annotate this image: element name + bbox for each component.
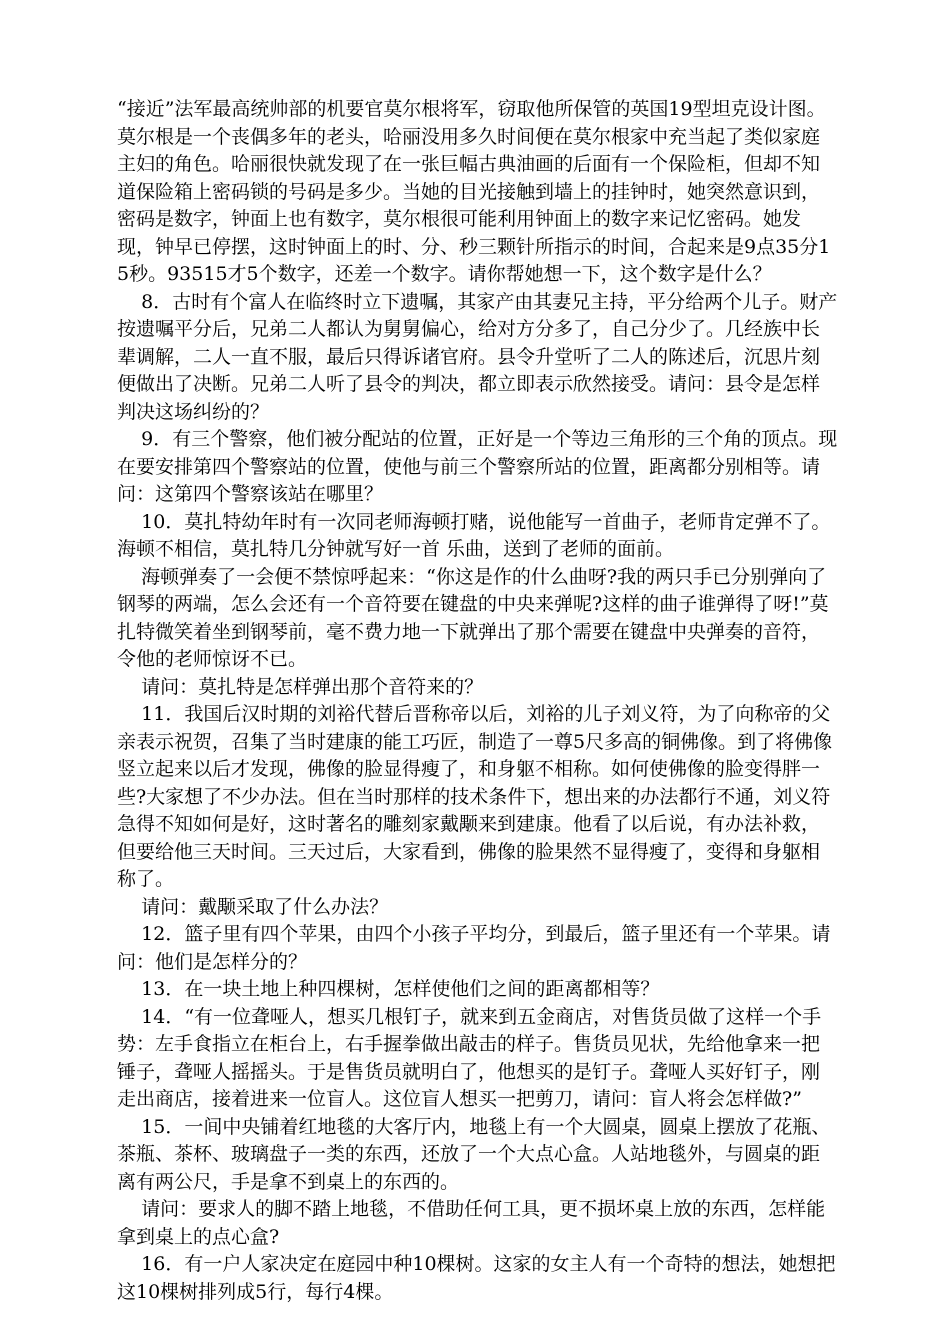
paragraph-question-15: 15．一间中央铺着红地毯的大客厅内，地毯上有一个大圆桌，圆桌上摆放了花瓶、茶瓶、茶杯、玻璃盘子一类的东西，还放了一个大点心盒。人站地毯外，与圆桌的距离有两公尺，手是拿不到桌上的东西的。 [117,1115,831,1193]
paragraph-question-10-ask: 请问：莫扎特是怎样弹出那个音符来的？ [117,675,484,698]
paragraph-question-14: 14．“有一位聋哑人，想买几根钉子，就来到五金商店，对售货员做了这样一个手势：左手食指立在柜台上，右手握拳做出敲击的样子。售货员见状，先给他拿来一把锤子，聋哑人摇摇头。于是售货员就明白了，他想买的是钉子。聋哑人买好钉子，刚走出商店，接着进来一位盲人。这位盲人想买一把剪刀，请问：盲人将会怎样做?” [117,1005,822,1110]
paragraph-question-15-ask: 请问：要求人的脚不踏上地毯，不借助任何工具，更不损坏桌上放的东西，怎样能拿到桌上的点心盒? [117,1198,826,1248]
paragraph-spy-story: “接近”法军最高统帅部的机要官莫尔根将军，窃取他所保管的英国19型坦克设计图。莫尔根是一个丧偶多年的老头，哈丽没用多久时间便在莫尔根家中充当起了类似家庭主妇的角色。哈丽很快就发现了在一张巨幅古典油画的后面有一个保险柜，但却不知道保险箱上密码锁的号码是多少。当她的目光接触到墙上的挂钟时，她突然意识到，密码是数字，钟面上也有数字，莫尔根很可能利用钟面上的数字来记忆密码。她发现，钟早已停摆，这时钟面上的时、分、秒三颗针所指示的时间，合起来是9点35分15秒。93515才5个数字，还差一个数字。请你帮她想一下，这个数字是什么？ [117,98,831,285]
paragraph-question-10: 10．莫扎特幼年时有一次同老师海顿打赌，说他能写一首曲子，老师肯定弹不了。海顿不相信，莫扎特几分钟就写好一首 乐曲，送到了老师的面前。 [117,510,831,560]
paragraph-question-13: 13．在一块土地上种四棵树，怎样使他们之间的距离都相等？ [117,978,660,1000]
paragraph-question-10-story: 海顿弹奏了一会便不禁惊呼起来：“你这是作的什么曲呀?我的两只手已分别弹向了钢琴的两端，怎么会还有一个音符要在键盘的中央来弹呢?这样的曲子谁弹得了呀!”莫扎特微笑着坐到钢琴前，毫不费力地一下就弹出了那个需要在键盘中央弹奏的音符，令他的老师惊讶不已。 [117,565,829,670]
paragraph-question-11-ask: 请问：戴颙采取了什么办法？ [117,895,389,918]
paragraph-question-16: 16．有一户人家决定在庭园中种10棵树。这家的女主人有一个奇特的想法，她想把这10棵树排列成5行，每行4棵。 [117,1253,836,1303]
paragraph-question-9: 9．有三个警察，他们被分配站的位置，正好是一个等边三角形的三个角的顶点。现在要安排第四个警察站的位置，使他与前三个警察所站的位置，距离都分别相等。请问：这第四个警察该站在哪里？ [117,428,838,505]
paragraph-question-12: 12．篮子里有四个苹果，由四个小孩子平均分，到最后，篮子里还有一个苹果。请问：他们是怎样分的？ [117,923,831,973]
paragraph-question-8: 8．古时有个富人在临终时立下遗嘱，其家产由其妻兄主持，平分给两个儿子。财产按遗嘱平分后，兄弟二人都认为舅舅偏心，给对方分多了，自己分少了。几经族中长辈调解，二人一直不服，最后只得诉诸官府。县令升堂听了二人的陈述后，沉思片刻便做出了决断。兄弟二人听了县令的判决，都立即表示欣然接受。请问：县令是怎样判决这场纠纷的？ [117,290,838,423]
paragraph-question-11: 11．我国后汉时期的刘裕代替后晋称帝以后，刘裕的儿子刘义符，为了向称帝的父亲表示祝贺，召集了当时建康的能工巧匠，制造了一尊5尺多高的铜佛像。到了将佛像竖立起来以后才发现，佛像的脸显得瘦了，和身躯不相称。如何使佛像的脸变得胖一些?大家想了不少办法。但在当时那样的技术条件下，想出来的办法都行不通，刘义符急得不知如何是好，这时著名的雕刻家戴颙来到建康。他看了以后说，有办法补救，但要给他三天时间。三天过后，大家看到，佛像的脸果然不显得瘦了，变得和身躯相称了。 [117,703,833,890]
